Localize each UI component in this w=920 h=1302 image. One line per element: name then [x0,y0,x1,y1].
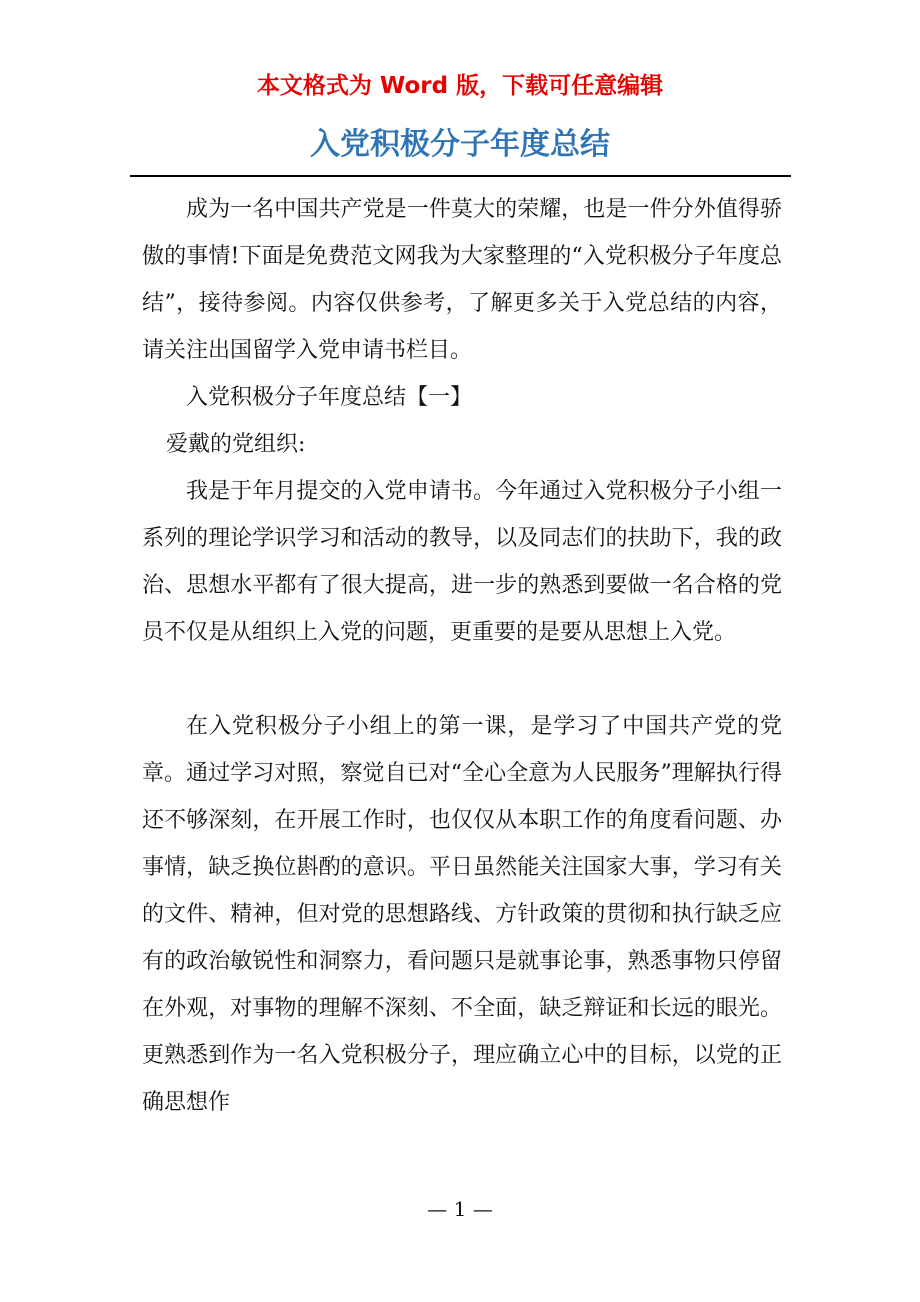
document-body [142,186,782,1126]
download-notice: 本文格式为 Word 版，下载可任意编辑 [256,73,664,99]
header-divider [130,175,791,177]
body-paragraph: 我是于年月提交的入党申请书。今年通过入党积极分子小组一系列的理论学识学习和活动的教导，以及同志们的扶助下，我的政治、思想水平都有了很大提高，进一步的熟悉到要做一名合格的党员不仅是从组织上入党的问题，更重要的是要从思想上入党。 [142,479,782,645]
section-heading: 入党积极分子年度总结【一】 [186,385,473,410]
paragraph-spacer [142,656,782,703]
page-number: — 1 — [427,1197,493,1221]
salutation: 爱戴的党组织: [166,432,306,457]
body-paragraph: 在入党积极分子小组上的第一课，是学习了中国共产党的党章。通过学习对照，察觉自已对“全心全意为人民服务”理解执行得还不够深刻，在开展工作时，也仅仅从本职工作的角度看问题、办事情，缺乏换位斟酌的意识。平日虽然能关注国家大事，学习有关的文件、精神，但对党的思想路线、方针政策的贯彻和执行缺乏应有的政治敏锐性和洞察力，看问题只是就事论事，熟悉事物只停留在外观，对事物的理解不深刻、不全面，缺乏辩证和长远的眼光。更熟悉到作为一名入党积极分子，理应确立心中的目标，以党的正确思想作 [142,714,782,1115]
document-title: 入党积极分子年度总结 [310,127,610,162]
intro-paragraph: 成为一名中国共产党是一件莫大的荣耀，也是一件分外值得骄傲的事情!下面是免费范文网我为大家整理的“入党积极分子年度总结”，接待参阅。内容仅供参考，了解更多关于入党总结的内容，请关注出国留学入党申请书栏目。 [142,197,782,363]
